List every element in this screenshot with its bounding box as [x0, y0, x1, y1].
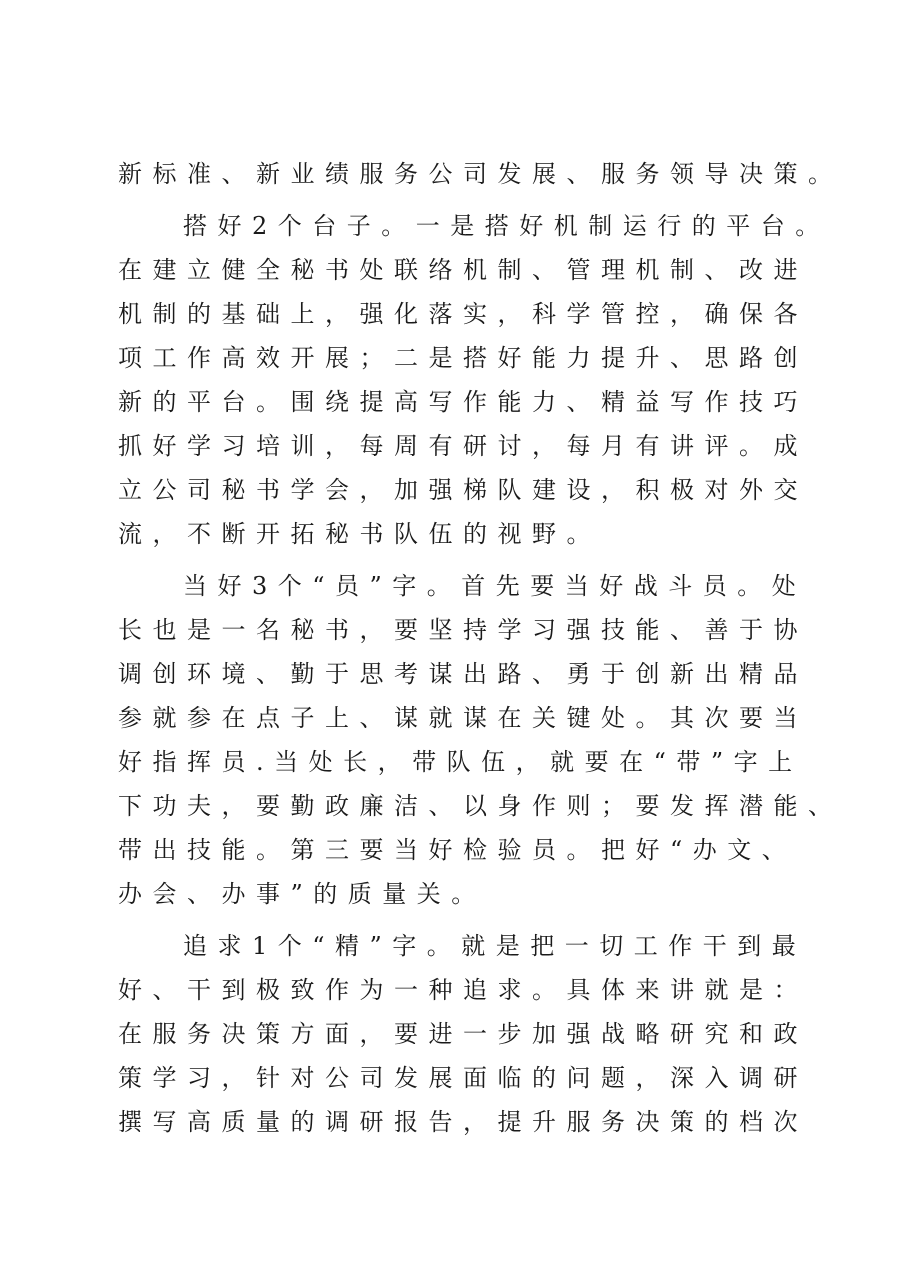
document-body — [118, 152, 843, 1144]
paragraph-first-line: 搭好2个台子。一是搭好机制运行的平台。 — [183, 212, 830, 240]
paragraph-first-line: 当好3个“员”字。首先要当好战斗员。处 — [183, 572, 807, 600]
text-line: 在建立健全秘书处联络机制、管理机制、改进 — [118, 256, 808, 284]
text-line: 好、干到极致作为一种追求。具体来讲就是： — [118, 976, 808, 1004]
text-line: 立公司秘书学会，加强梯队建设，积极对外交 — [118, 476, 808, 504]
text-line: 撰写高质量的调研报告，提升服务决策的档次 — [118, 1108, 808, 1136]
text-line: 调创环境、勤于思考谋出路、勇于创新出精品 — [118, 660, 808, 688]
text-line: 新的平台。围绕提高写作能力、精益写作技巧 — [118, 388, 808, 416]
text-line: 项工作高效开展；二是搭好能力提升、思路创 — [118, 344, 808, 372]
text-line: 参就参在点子上、谋就谋在关键处。其次要当 — [118, 704, 808, 732]
text-line: 长也是一名秘书，要坚持学习强技能、善于协 — [118, 616, 808, 644]
text-line: 策学习，针对公司发展面临的问题，深入调研 — [118, 1064, 808, 1092]
text-line: 机制的基础上，强化落实，科学管控，确保各 — [118, 300, 808, 328]
text-line: 办会、办事”的质量关。 — [118, 880, 486, 908]
text-line: 好指挥员.当处长，带队伍，就要在“带”字上 — [118, 748, 803, 776]
text-line: 在服务决策方面，要进一步加强战略研究和政 — [118, 1020, 808, 1048]
paragraph-first-line: 追求1个“精”字。就是把一切工作干到最 — [183, 932, 807, 960]
text-line: 抓好学习培训，每周有研讨，每月有讲评。成 — [118, 432, 808, 460]
text-line: 流，不断开拓秘书队伍的视野。 — [118, 520, 601, 548]
text-line: 下功夫，要勤政廉洁、以身作则；要发挥潜能、 — [118, 792, 843, 820]
text-line: 新标准、新业绩服务公司发展、服务领导决策。 — [118, 160, 843, 188]
text-line: 带出技能。第三要当好检验员。把好“办文、 — [118, 836, 797, 864]
